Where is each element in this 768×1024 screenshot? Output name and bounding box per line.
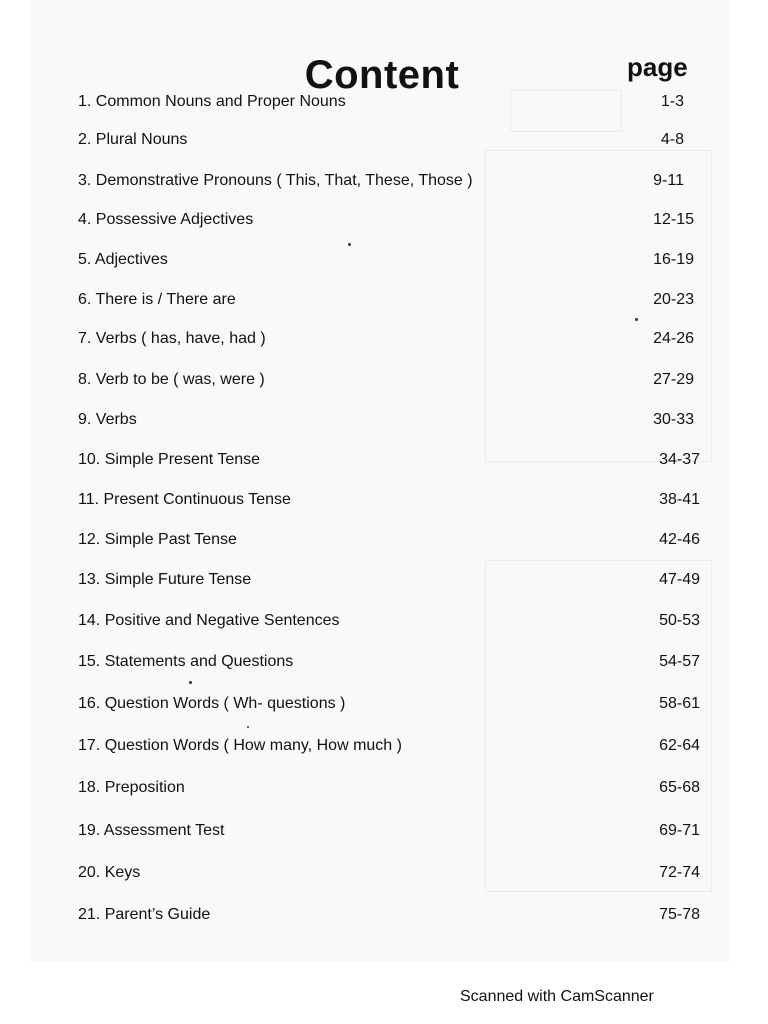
toc-entry	[78, 209, 714, 231]
toc-entry	[78, 651, 714, 673]
scan-speck	[189, 681, 192, 684]
toc-entry-title: 2. Plural Nouns	[78, 131, 188, 148]
toc-entry-pages: 50-53	[659, 612, 700, 629]
toc-entry-pages: 62-64	[659, 737, 700, 754]
page-title: Content	[304, 52, 460, 97]
toc-entry	[78, 529, 714, 551]
toc-entry-pages: 72-74	[659, 864, 700, 881]
toc-entry-title: 5. Adjectives	[78, 251, 168, 268]
toc-entry	[78, 170, 714, 192]
toc-entry-title: 6. There is / There are	[78, 291, 236, 308]
toc-entry	[78, 91, 714, 113]
scan-speck	[247, 726, 249, 728]
toc-entry-title: 19. Assessment Test	[78, 822, 225, 839]
toc-entry-title: 9. Verbs	[78, 411, 137, 428]
toc-entry-title: 8. Verb to be ( was, were )	[78, 371, 265, 388]
toc-entry-pages: 12-15	[653, 211, 694, 228]
toc-entry-title: 7. Verbs ( has, have, had )	[78, 330, 266, 347]
toc-entry	[78, 610, 714, 632]
toc-entry-title: 12. Simple Past Tense	[78, 531, 237, 548]
toc-entry-pages: 38-41	[659, 491, 700, 508]
toc-entry-pages: 65-68	[659, 779, 700, 796]
toc-entry-pages: 1-3	[660, 93, 684, 110]
toc-entry	[78, 693, 714, 715]
toc-entry-title: 21. Parent’s Guide	[78, 906, 211, 923]
toc-entry-title: 16. Question Words ( Wh- questions )	[78, 695, 346, 712]
camscanner-watermark: Scanned with CamScanner	[460, 988, 654, 1005]
toc-entry	[78, 409, 714, 431]
toc-entry-pages: 54-57	[659, 653, 700, 670]
toc-entry	[78, 569, 714, 591]
toc-entry	[78, 449, 714, 471]
toc-entry	[78, 777, 714, 799]
toc-entry-title: 17. Question Words ( How many, How much )	[78, 737, 402, 754]
toc-entry-title: 3. Demonstrative Pronouns ( This, That, These, Those )	[78, 172, 473, 189]
toc-entry-title: 1. Common Nouns and Proper Nouns	[78, 93, 346, 110]
toc-entry-pages: 30-33	[653, 411, 694, 428]
toc-entry	[78, 129, 714, 151]
toc-entry	[78, 369, 714, 391]
toc-entry-title: 18. Preposition	[78, 779, 185, 796]
toc-entry-title: 15. Statements and Questions	[78, 653, 294, 670]
toc-entry	[78, 904, 714, 926]
toc-entry-pages: 16-19	[653, 251, 694, 268]
toc-entry-pages: 4-8	[660, 131, 684, 148]
page-column-header: page	[627, 52, 688, 82]
toc-entry-title: 20. Keys	[78, 864, 141, 881]
toc-entry-title: 11. Present Continuous Tense	[78, 491, 291, 508]
toc-entry	[78, 249, 714, 271]
toc-entry-pages: 69-71	[659, 822, 700, 839]
scan-speck	[635, 318, 638, 321]
toc-entry-title: 13. Simple Future Tense	[78, 571, 252, 588]
toc-entry-title: 10. Simple Present Tense	[78, 451, 261, 468]
toc-entry-pages: 24-26	[653, 330, 694, 347]
toc-entry-pages: 75-78	[659, 906, 700, 923]
toc-entry-title: 4. Possessive Adjectives	[78, 211, 254, 228]
toc-entry-pages: 47-49	[659, 571, 700, 588]
toc-entry	[78, 289, 714, 311]
toc-entry	[78, 735, 714, 757]
toc-entry-title: 14. Positive and Negative Sentences	[78, 612, 340, 629]
toc-entry	[78, 820, 714, 842]
toc-entry-pages: 42-46	[659, 531, 700, 548]
toc-entry-pages: 58-61	[659, 695, 700, 712]
toc-entry-pages: 27-29	[653, 371, 694, 388]
toc-entry	[78, 489, 714, 511]
toc-entry	[78, 862, 714, 884]
scan-speck	[348, 243, 351, 246]
toc-entry-pages: 34-37	[659, 451, 700, 468]
toc-entry	[78, 328, 714, 350]
toc-entry-pages: 9-11	[653, 172, 684, 189]
toc-entry-pages: 20-23	[653, 291, 694, 308]
